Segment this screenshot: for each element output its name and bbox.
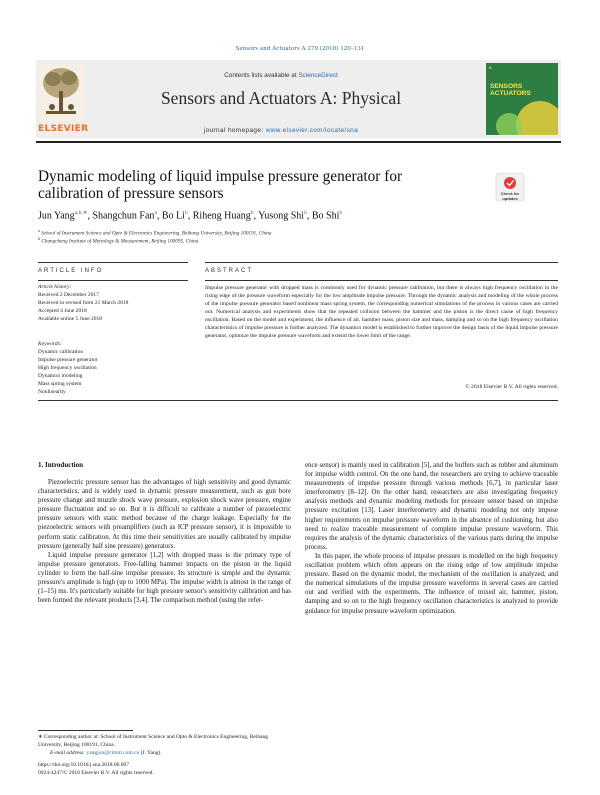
keyword: Mass spring system: [38, 381, 82, 387]
cover-title-line: ACTUATORS: [490, 90, 531, 97]
history-item: Accepted 4 June 2018: [38, 308, 87, 314]
keyword: Dynamic calibration: [38, 349, 84, 355]
author-name: Bo Shi: [311, 210, 340, 222]
author-separator: ,: [87, 210, 93, 222]
article-info-rule: [38, 262, 188, 263]
cover-number: A: [489, 65, 492, 70]
keyword: Dynamics modeling: [38, 373, 83, 379]
author-name: Yusong Shi: [258, 210, 305, 222]
contents-line: [86, 72, 476, 79]
journal-cover-image: [486, 63, 558, 135]
email-label: E-mail address:: [50, 750, 87, 756]
check-for-updates-line: updates: [502, 195, 518, 201]
author-affiliation-marker[interactable]: b: [184, 210, 188, 216]
journal-title: Sensors and Actuators A: Physical: [160, 88, 402, 108]
cover-decoration: [496, 113, 522, 135]
header-rule: [36, 141, 561, 143]
sciencedirect-link[interactable]: ScienceDirect: [298, 72, 338, 79]
email-suffix: (J. Yang).: [139, 750, 162, 756]
author-separator: ,: [156, 210, 162, 222]
keywords-label: Keywords:: [38, 341, 62, 347]
email-link[interactable]: yangjun@cimm.com.cn: [86, 750, 140, 756]
body-paragraph: In this paper, the whole process of impulse pressure is modelled on the high frequency oscillation problem which often appears on the rising edge of low amplitude impulse pressure. Based on the dynamic model, the mechanism of the oscillation is analyzed, and the numerical simulations of the impulse pressure waveforms in several cases are carried out and verified with the experiments. The influence of mixed air, hammer, piston, damping and so on to the high frequency oscillation characteristics is analyzed to provide guidance for impulse pressure waveform optimization.: [305, 552, 558, 615]
article-info-heading: ARTICLE INFO: [38, 268, 104, 274]
body-paragraph: Liquid impulse pressure generator [1,2] with dropped mass is the primary type of impulse pressure generators. Free-falling hammer impacts on the piston in the liquid cylinder to form the half-sine impulse pressure. Its structure is simple and the dynamic pressure's amplitude is high (up to 1000 MPa). The impulse width is almost in the range of (1–15) ms. It's particularly suitable for high pressure sensor's sensitivity calibration and has been formed the relevant products [3,4]. The comparison method (using the refer-: [38, 551, 291, 605]
affiliation-marker: a: [38, 228, 40, 233]
elsevier-wordmark: ELSEVIER: [38, 124, 89, 134]
body-paragraph: ence sensor) is mainly used in calibration [5], and the buffers such as rubber and aluminum for impulse width control. On the one hand, the researchers are trying to achieve traceable measurements of impulse pressure through various methods [6,7], in particular laser interferometry [8–12]. On the other hand, researchers are also investigating frequency analysis methods and dynamic modeling methods for pressure sensor based on impulse pressure excitation [13]. Laser interferometry and dynamic modeling not only impose higher requirements on impulse pressure waveform in the absence of cushioning, but also need to realize traceable measurement of complete impulse pressure waveform. This requires the analysis of the dynamic characteristics of the various parts during the impulse process.: [305, 462, 558, 551]
doi-link[interactable]: https://doi.org/10.1016/j.sna.2018.06.007: [38, 762, 129, 768]
keyword: Nonlinearity: [38, 389, 66, 395]
history-item: Received in revised form 21 March 2018: [38, 300, 129, 306]
author-name: Bo Li: [161, 210, 185, 222]
homepage-link[interactable]: www.elsevier.com/locate/sna: [265, 127, 359, 134]
author-affiliation-marker[interactable]: a: [154, 210, 157, 216]
article-title-line: calibration of pressure sensors: [38, 185, 224, 203]
affiliation-marker: b: [38, 236, 41, 241]
author-name: Riheng Huang: [192, 210, 251, 222]
elsevier-logo-icon: [38, 63, 84, 131]
check-for-updates-line: Check for: [500, 191, 520, 196]
cover-title-line: SENSORS: [490, 83, 523, 90]
body-paragraph: Piezoelectric pressure sensor has the advantages of high sensitivity and good dynamic characteristics, and is widely used in dynamic pressure measurement, such as gun bore pressure change and muzzle shock wave pressure, explosion shock wave pressure, engine pressure fluctuation and so on. But it is difficult to calibrate a number of piezoelectric pressure sensors with static method because of the charge leakage. Especially for the piezoelectric sensors with preamplifiers (such as ICP pressure sensor), it is impossible to perform static calibration. At this time their sensitivities are usually calibrated by impulse pressure (generally half sine pressure) generators.: [38, 479, 291, 550]
author-affiliation-marker[interactable]: b: [304, 210, 307, 216]
author-separator: ,: [187, 210, 193, 222]
author-separator: ,: [306, 210, 312, 222]
keyword: Impulse pressure generator: [38, 357, 98, 363]
corresponding-author-note: ∗ Corresponding author at: School of Instrument Science and Opto & Electronics Engineering, Beihang University, Beijing 100191, China.: [38, 734, 269, 748]
issn-line: 0924-4247/© 2018 Elsevier B.V. All rights reserved.: [38, 770, 154, 776]
homepage-prefix: journal homepage:: [203, 127, 266, 134]
cover-decoration: [516, 101, 558, 135]
abstract-rule: [205, 262, 558, 263]
footnote-rule: [38, 730, 133, 731]
cover-title: [490, 83, 531, 97]
author-name: Shangchun Fan: [92, 210, 155, 222]
author-affiliation-marker[interactable]: b: [250, 210, 254, 216]
abstract-copyright: © 2018 Elsevier B.V. All rights reserved.: [465, 384, 558, 390]
author-list: [38, 210, 538, 221]
journal-homepage: [86, 127, 476, 134]
affiliation-text: School of Instrument Science and Opto & Electronics Engineering, Beihang University, Beijing 100191, China: [41, 230, 272, 237]
abstract-heading: ABSTRACT: [205, 268, 254, 274]
check-for-updates-label[interactable]: [491, 192, 529, 201]
keyword: High frequency oscillation: [38, 365, 97, 371]
article-title-line: Dynamic modeling of liquid impulse pressure generator for: [38, 168, 403, 185]
history-item: Available online 5 June 2018: [38, 316, 103, 322]
abstract-bottom-rule: [38, 400, 558, 401]
abstract-text: Impulse pressure generator with dropped mass is commonly used for dynamic pressure calibration, but there is always high frequency oscillation in the rising edge of the pressure waveform especially for the low amplitude impulse pressure. Through the dynamic analysis and modeling of the whole process of the impulse pressure generator based nonlinear mass spring system, the corresponding numerical simulations of the process in various cases are carried out. Numerical analysis and experiments show that the repeated collision between the hammer and the piston is the direct cause of high frequency oscillation. Based on the model and experiment, the influence of air, hammer mass, piston size and mass, damping and so on the high frequency oscillation characteristics of impulse pressure is further analyzed. The dynamics model is established to further improve the design basis of the liquid impulse pressure generator, optimize the impulse pressure waveform and extend the lower limit of the range.: [205, 285, 558, 340]
author-separator: ,: [253, 210, 259, 222]
author-name: Jun Yang: [38, 210, 75, 222]
affiliation-text: Changcheng Institute of Metrology & Measurement, Beijing 100095, China: [41, 238, 199, 245]
author-affiliation-marker[interactable]: a,b,∗: [74, 210, 88, 216]
history-label: Article history:: [38, 284, 72, 290]
article-title: [38, 168, 448, 203]
abstract-rule: [205, 280, 558, 281]
author-affiliation-marker[interactable]: b: [339, 210, 343, 216]
affiliation: [38, 236, 198, 245]
history-item: Received 2 December 2017: [38, 292, 99, 298]
section-title: 1. Introduction: [38, 461, 83, 469]
journal-reference[interactable]: Sensors and Actuators A 279 (2018) 120–131: [235, 46, 365, 52]
email-line: [50, 750, 162, 758]
body-right-column: [305, 461, 558, 616]
body-left-column: [38, 478, 291, 605]
contents-prefix: Contents lists available at: [224, 72, 299, 79]
article-info-rule: [38, 280, 188, 281]
